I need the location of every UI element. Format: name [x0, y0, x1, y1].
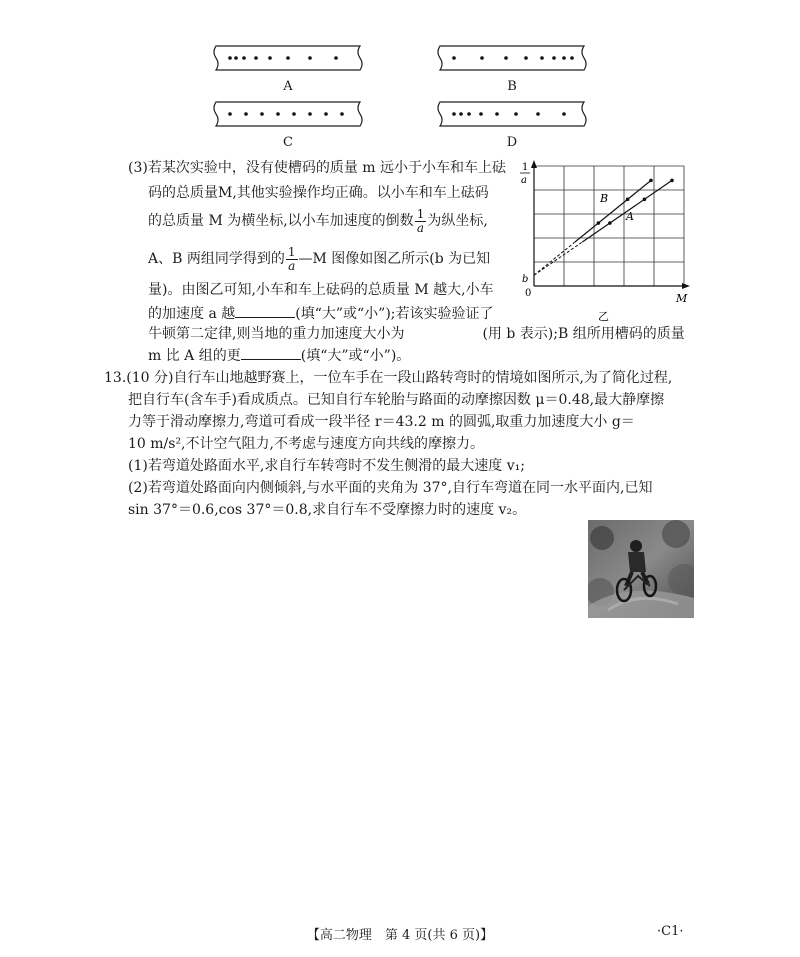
- tape-b-dot: [504, 56, 508, 60]
- tape-d-dot: [562, 112, 566, 116]
- tape-d-dot: [495, 112, 499, 116]
- q3-line-5: 量)。由图乙可知,小车和车上砝码的总质量 M 越大,小车: [148, 282, 494, 298]
- q13-line-3: 力等于滑动摩擦力,弯道可看成一段半径 r＝43.2 m 的圆弧,取重力加速度大小 g＝: [128, 414, 635, 430]
- tape-a-strip: [210, 44, 366, 72]
- q3-line-8: [148, 345, 410, 366]
- tape-d-dot: [536, 112, 540, 116]
- tape-b-label: B: [507, 79, 517, 94]
- page-code: ·C1·: [657, 924, 684, 939]
- answer-blank-3[interactable]: [241, 345, 301, 360]
- tape-d-dot: [459, 112, 463, 116]
- series-b-point: [649, 179, 653, 183]
- tape-b-dot: [524, 56, 528, 60]
- graph-svg: [516, 156, 692, 326]
- tape-a-dot: [242, 56, 246, 60]
- graph-caption: 乙: [598, 310, 609, 323]
- tape-b-dot: [552, 56, 556, 60]
- tape-c-dot: [260, 112, 264, 116]
- series-b-label: B: [600, 192, 609, 205]
- tape-a-dot: [268, 56, 272, 60]
- frac-num: 1: [416, 206, 425, 221]
- q3-line-6: [148, 303, 494, 324]
- mountain-bike-photo: [588, 520, 694, 618]
- q3-line-6b: (填“大”或“小”);若该实验验证了: [295, 306, 494, 322]
- tape-d-label: D: [506, 135, 518, 150]
- series-b-point: [626, 198, 630, 202]
- q3-line-3b: 为纵坐标,: [427, 213, 488, 229]
- page-footer: 【高二物理 第 4 页(共 6 页)】: [306, 928, 494, 943]
- tape-d-strip: [434, 100, 590, 128]
- tape-a-dot: [228, 56, 232, 60]
- tape-b-dot: [562, 56, 566, 60]
- tape-d-dot: [514, 112, 518, 116]
- q3-line-3: [148, 206, 488, 236]
- series-a-point: [670, 179, 674, 183]
- tape-a-dot: [334, 56, 338, 60]
- answer-blank-2[interactable]: [404, 324, 482, 338]
- tape-d: [434, 100, 590, 128]
- q13-line-6: (2)若弯道处路面向内侧倾斜,与水平面的夹角为 37°,自行车弯道在同一水平面内,已知: [128, 480, 653, 496]
- q13-line-4: 10 m/s²,不计空气阻力,不考虑与速度方向共线的摩擦力。: [128, 436, 484, 452]
- tape-b: [434, 44, 590, 72]
- tape-a-dot: [234, 56, 238, 60]
- tape-c: [210, 100, 366, 128]
- tape-b-dot: [570, 56, 574, 60]
- y-label-num: 1: [522, 162, 529, 173]
- tape-c-dot: [340, 112, 344, 116]
- tape-d-dot: [479, 112, 483, 116]
- reciprocal-a-fraction-2: [286, 246, 298, 273]
- q3-line-1: (3)若某次实验中，没有使槽码的质量 m 远小于小车和车上砝: [128, 160, 507, 176]
- frac-den: a: [416, 220, 425, 235]
- graph-figure: [516, 156, 692, 330]
- tape-b-dot: [540, 56, 544, 60]
- tape-c-dot: [228, 112, 232, 116]
- q13-line-1: 13.(10 分)自行车山地越野赛上，一位车手在一段山路转弯时的情境如图所示,为了简化过程,: [104, 370, 673, 386]
- frac-num-2: 1: [287, 244, 296, 259]
- tape-b-dot: [452, 56, 456, 60]
- tape-a-label: A: [283, 79, 293, 94]
- q3-line-7b: (用 b 表示);B 组所用槽码的质量: [482, 326, 685, 342]
- tape-a: [210, 44, 366, 72]
- frac-den-2: a: [288, 258, 296, 273]
- q13-line-5: (1)若弯道处路面水平,求自行车转弯时不发生侧滑的最大速度 v₁;: [128, 458, 525, 474]
- tape-c-dot: [292, 112, 296, 116]
- q3-line-4: [148, 244, 490, 274]
- y-axis-arrow: [531, 160, 537, 168]
- origin-label: 0: [525, 288, 532, 299]
- tape-c-strip: [210, 100, 366, 128]
- tape-c-dot: [276, 112, 280, 116]
- answer-blank-1[interactable]: [235, 303, 295, 318]
- q3-line-6a: 的加速度 a 越: [148, 306, 236, 322]
- tape-d-dot: [452, 112, 456, 116]
- y-label-den: a: [521, 175, 527, 186]
- q13-line-2: 把自行车(含车手)看成质点。已知自行车轮胎与路面的动摩擦因数 μ＝0.48,最大静摩擦: [128, 392, 665, 408]
- series-a-dashed: [534, 242, 582, 275]
- mountain-bike-image: [588, 520, 694, 618]
- series-b-point: [597, 221, 601, 225]
- q3-line-4b: —M 图像如图乙所示(b 为已知: [298, 251, 491, 267]
- x-label: M: [676, 292, 688, 305]
- graph-grid: [534, 166, 684, 286]
- q3-line-3a: 的总质量 M 为横坐标,以小车加速度的倒数: [148, 213, 414, 229]
- series-a-label: A: [626, 210, 634, 223]
- tape-b-dot: [480, 56, 484, 60]
- tape-a-dot: [308, 56, 312, 60]
- tape-a-dot: [254, 56, 258, 60]
- reciprocal-a-fraction: [415, 208, 427, 235]
- tape-b-strip: [434, 44, 590, 72]
- tape-c-dot: [308, 112, 312, 116]
- q13-line-7: sin 37°＝0.6,cos 37°＝0.8,求自行车不受摩擦力时的速度 v₂。: [128, 502, 527, 518]
- tape-a-dot: [286, 56, 290, 60]
- q3-line-8a: m 比 A 组的更: [148, 348, 241, 364]
- q3-line-7a: 牛顿第二定律,则当地的重力加速度大小为: [148, 326, 405, 342]
- q3-line-2: 码的总质量M,其他实验操作均正确。以小车和车上砝码: [148, 185, 489, 201]
- q3-line-8b: (填“大”或“小”)。: [300, 348, 411, 364]
- q3-line-4a: A、B 两组同学得到的: [148, 251, 285, 267]
- series-a-point: [643, 198, 647, 202]
- tape-c-dot: [324, 112, 328, 116]
- series-a-point: [608, 221, 612, 225]
- series-b-dashed: [534, 242, 575, 275]
- tape-d-dot: [467, 112, 471, 116]
- tape-c-label: C: [283, 135, 293, 150]
- tape-c-dot: [244, 112, 248, 116]
- b-label: b: [522, 274, 529, 285]
- x-axis-arrow: [682, 283, 690, 289]
